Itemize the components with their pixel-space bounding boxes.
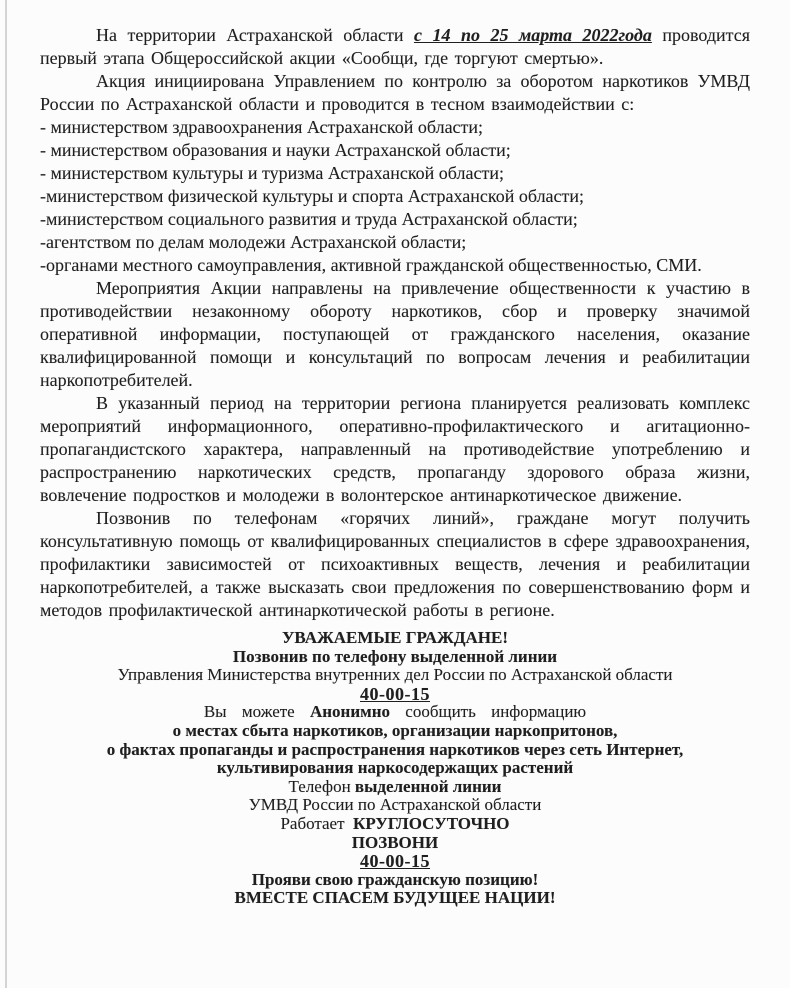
paragraph-intro (40, 24, 750, 70)
partners-list (40, 116, 750, 277)
anon-post: сообщить информацию (405, 702, 587, 722)
anon-bold: Анонимно (309, 702, 391, 722)
appeal-subtitle: Позвонив по телефону выделенной линии (232, 646, 558, 666)
partner-list-item: - министерством культуры и туризма Астраханской области; (40, 163, 504, 183)
appeal-slogan-2: ВМЕСТЕ СПАСЕМ БУДУЩЕЕ НАЦИИ! (234, 888, 556, 908)
hotline-phone-number: 40-00-15 (360, 683, 430, 704)
intro-text-pre: На территории Астраханской области (96, 25, 414, 45)
tel-pre: Телефон (288, 776, 351, 796)
appeal-tel-line (40, 778, 750, 797)
paragraph-events: Мероприятия Акции направлены на привлечение общественности к участию в противодействии незаконному обороту наркотиков, сбор и проверку значимой оперативной информации, поступающей от гражданского населения, оказание квалифицированной помощи и консультаций по вопросам лечения и реабилитации наркопотребителей. (40, 278, 750, 390)
partner-list-item: -органами местного самоуправления, активной гражданской общественностью, СМИ. (40, 255, 702, 275)
anon-pre: Вы можете (203, 702, 295, 722)
appeal-works-line (40, 815, 750, 834)
appeal-info-line: культивирования наркосодержащих растений (216, 758, 574, 778)
document-content (40, 24, 750, 908)
appeal-block (40, 629, 750, 908)
scan-edge-line (5, 0, 7, 988)
paragraph-initiator: Акция инициирована Управлением по контролю за оборотом наркотиков УМВД России по Астраханской области и проводится в тесном взаимодействии с: (40, 71, 750, 114)
appeal-anonymous-line (40, 703, 750, 722)
intro-text-post: проводится первый этапа Общероссийской акции «Сообщи, где торгуют смертью». (40, 25, 751, 68)
paragraph-period: В указанный период на территории региона планируется реализовать комплекс мероприятий информационного, оперативно-профилактического и агитационно-пропагандистского характера, направленный на противодействие употреблению и распространению наркотических средств, пропаганду здорового образа жизни, вовлечение подростков и молодежи в волонтерское антинаркотическое движение. (40, 393, 750, 505)
appeal-umvd-short: УМВД России по Астраханской области (248, 795, 542, 815)
appeal-info-line: о фактах пропаганды и распространения наркотиков через сеть Интернет, (106, 739, 684, 759)
appeal-info-line: о местах сбыта наркотиков, организации наркопритонов, (172, 720, 618, 740)
campaign-dates: с 14 по 25 марта 2022года (413, 25, 652, 45)
appeal-title: УВАЖАЕМЫЕ ГРАЖДАНЕ! (281, 628, 509, 647)
partner-list-item: -министерством физической культуры и спорта Астраханской области; (40, 186, 585, 206)
partner-list-item: -министерством социального развития и труда Астраханской области; (40, 209, 578, 229)
partner-list-item: -агентством по делам молодежи Астраханской области; (40, 232, 467, 252)
works-bold: КРУГЛОСУТОЧНО (353, 813, 510, 833)
partner-list-item: - министерством здравоохранения Астраханской области; (40, 117, 484, 137)
appeal-call-line: ПОЗВОНИ (351, 832, 439, 852)
tel-bold: выделенной линии (354, 776, 502, 796)
appeal-slogan-1: Прояви свою гражданскую позицию! (251, 869, 539, 889)
appeal-umvd-full: Управления Министерства внутренних дел России по Астраханской области (117, 665, 673, 685)
works-pre: Работает (280, 813, 345, 833)
partner-list-item: - министерством образования и науки Астраханской области; (40, 140, 511, 160)
paragraph-hotline: Позвонив по телефонам «горячих линий», граждане могут получить консультативную помощь от квалифицированных специалистов в сфере здравоохранения, профилактики зависимостей от психоактивных веществ, лечения и реабилитации наркопотребителей, а также высказать свои предложения по совершенствованию форм и методов профилактической антинаркотической работы в регионе. (40, 508, 750, 620)
hotline-phone-number-repeat: 40-00-15 (360, 851, 430, 872)
